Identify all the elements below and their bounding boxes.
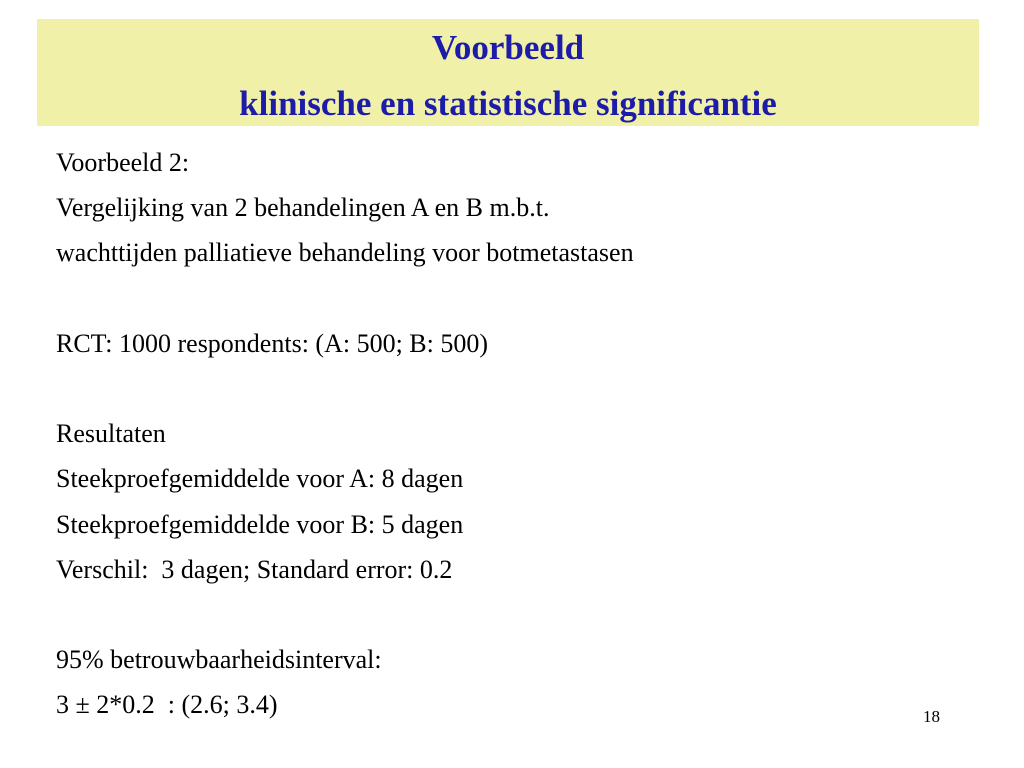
- blank-line: [56, 592, 976, 637]
- text-line: 3 ± 2*0.2 : (2.6; 3.4): [56, 690, 278, 720]
- text-line: Vergelijking van 2 behandelingen A en B m.b.t.: [56, 193, 550, 223]
- text-line: Steekproefgemiddelde voor B: 5 dagen: [56, 509, 464, 539]
- blank-line: [56, 366, 976, 411]
- slide-number: 18: [923, 707, 940, 726]
- slide-subtitle: klinische en statistische significantie: [239, 84, 777, 123]
- slide-body: [56, 140, 976, 727]
- text-line: RCT: 1000 respondents: (A: 500; B: 500): [56, 328, 489, 358]
- blank-line: [56, 276, 976, 321]
- text-line: Resultaten: [56, 419, 166, 449]
- text-line: Verschil: 3 dagen; Standard error: 0.2: [56, 554, 453, 584]
- text-line: Voorbeeld 2:: [56, 148, 190, 177]
- text-line: 95% betrouwbaarheidsinterval:: [56, 645, 382, 675]
- title-banner: [37, 19, 979, 126]
- text-line: Steekproefgemiddelde voor A: 8 dagen: [56, 464, 464, 494]
- text-line: wachttijden palliatieve behandeling voor botmetastasen: [56, 238, 634, 268]
- slide-title: Voorbeeld: [431, 28, 585, 67]
